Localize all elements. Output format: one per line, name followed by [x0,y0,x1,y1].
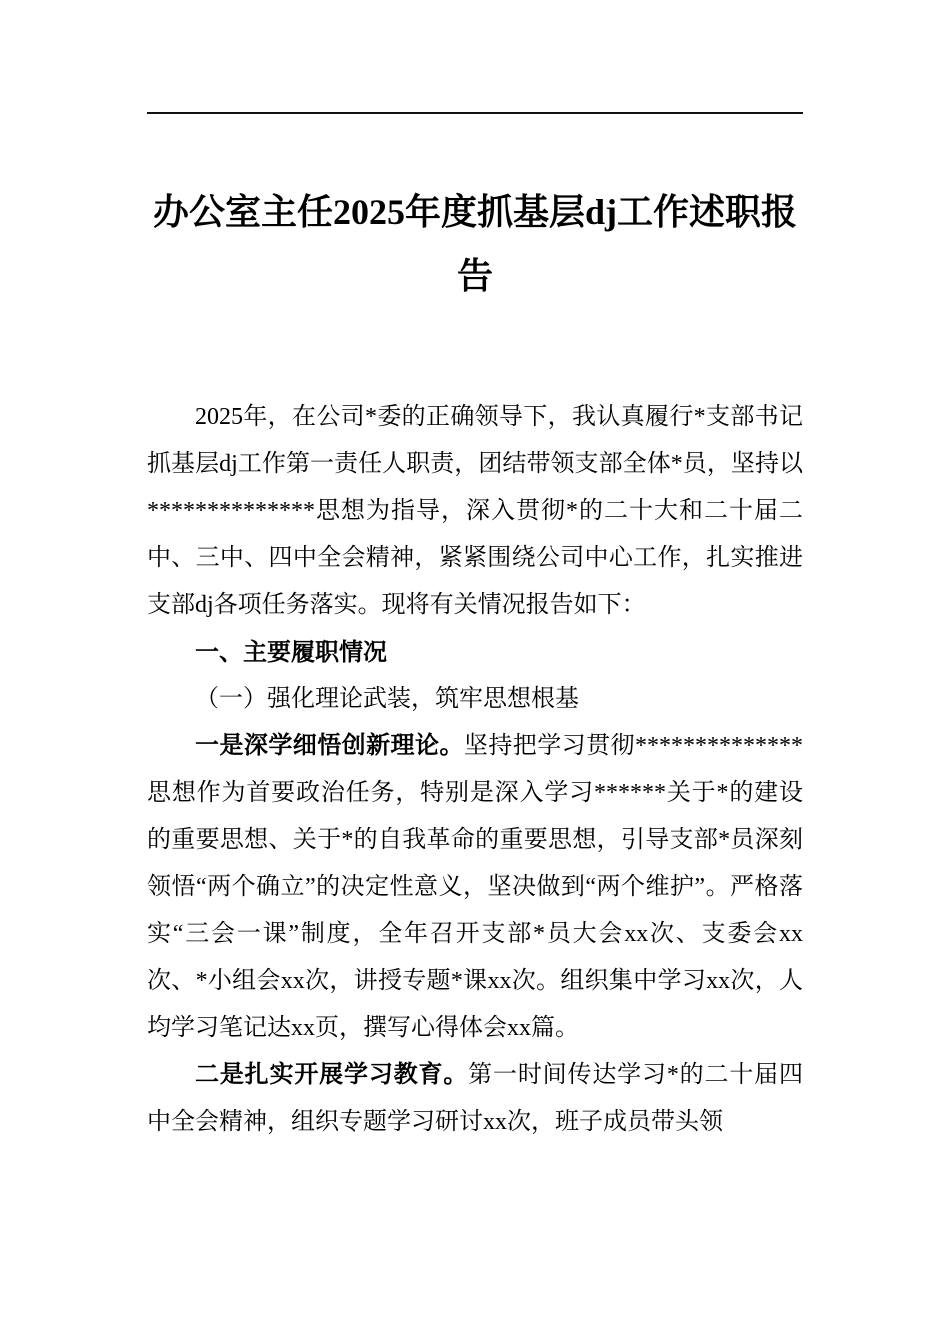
header-rule [147,112,803,114]
section-heading-1 [147,629,803,676]
paragraph-text: 2025年，在公司*委的正确领导下，我认真履行*支部书记抓基层dj工作第一责任人职责，团结带领支部全体*员，坚持以**************思想为指导，深入贯彻*的二十大和二十届二中、三中、四中全会精神，紧紧围绕公司中心工作，扎实推进支部dj各项任务落实。现将有关情况报告如下： [147,404,803,619]
paragraph-lead-bold: 二是扎实开展学习教育。 [195,1062,469,1089]
document-content [147,112,803,1146]
document-body [147,394,803,1146]
point-paragraph-1 [147,723,803,1052]
intro-paragraph [147,394,803,629]
subsection-heading-1-1 [147,676,803,723]
point-paragraph-2 [147,1052,803,1146]
paragraph-text: 第一时间传达学习*的二十届四中全会精神，组织专题学习研讨xx次，班子成员带头领 [147,1062,804,1136]
paragraph-text: （一）强化理论武装，筑牢思想根基 [195,686,579,713]
paragraph-lead-bold: 一是深学细悟创新理论。 [195,733,464,760]
document-title: 办公室主任2025年度抓基层dj工作述职报告 [152,192,797,297]
paragraph-text: 坚持把学习贯彻**************思想作为首要政治任务，特别是深入学习******关于*的建设的重要思想、关于*的自我革命的重要思想，引导支部*员深刻领悟“两个确立”的决定性意义，坚决做到“两个维护”。严格落实“三会一课”制度，全年召开支部*员大会xx次、支委会xx次、*小组会xx次，讲授专题*课xx次。组织集中学习xx次，人均学习笔记达xx页，撰写心得体会xx篇。 [147,733,804,1042]
paragraph-lead-bold: 一、主要履职情况 [195,639,387,667]
